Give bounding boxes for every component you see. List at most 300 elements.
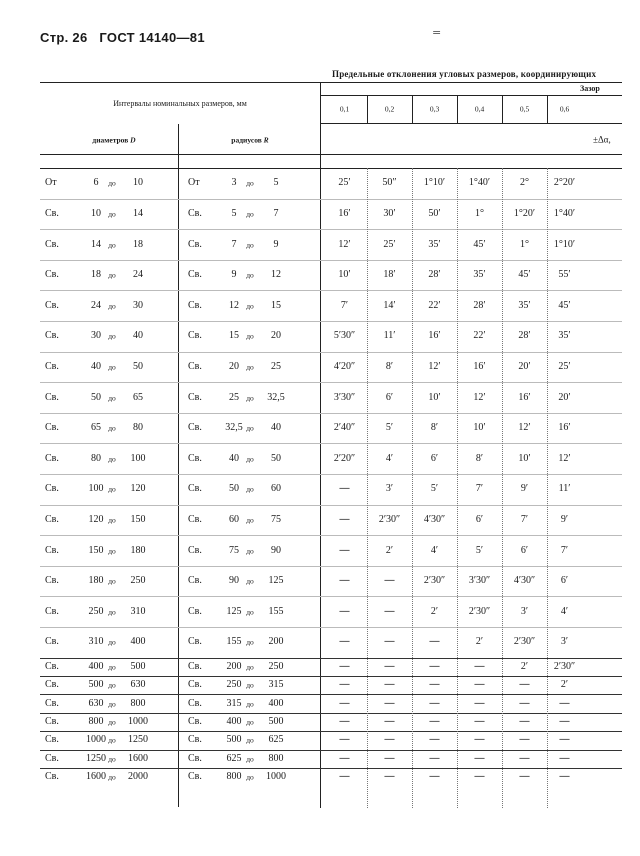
diameter-from: 1600 bbox=[86, 771, 106, 783]
tolerance-value: 20′ bbox=[558, 391, 571, 403]
tolerance-value: — bbox=[339, 636, 350, 648]
range-word: до bbox=[246, 698, 254, 708]
tolerance-value: 16′ bbox=[473, 360, 486, 372]
radius-to: 25 bbox=[271, 360, 281, 372]
diameter-to: 180 bbox=[130, 544, 146, 556]
radius-to: 50 bbox=[271, 452, 281, 464]
radius-to: 250 bbox=[268, 660, 284, 672]
range-word: до bbox=[108, 239, 116, 249]
tolerance-value: 35′ bbox=[428, 238, 441, 250]
radius-from: 90 bbox=[229, 575, 239, 587]
range-word: до bbox=[246, 680, 254, 690]
radius-from: 250 bbox=[226, 679, 242, 691]
radius-to: 15 bbox=[271, 299, 281, 311]
range-word: до bbox=[246, 392, 254, 402]
tolerance-value: — bbox=[474, 697, 485, 709]
tolerance-value: — bbox=[519, 734, 530, 746]
range-word: до bbox=[108, 209, 116, 219]
diameter-prefix: Св. bbox=[45, 360, 59, 372]
range-word: до bbox=[108, 662, 116, 672]
tolerance-table bbox=[40, 82, 622, 808]
tolerance-value: 10′ bbox=[518, 452, 531, 464]
tolerance-value: — bbox=[429, 734, 440, 746]
tolerance-value: 25′ bbox=[383, 238, 396, 250]
tolerance-value: 2′30″ bbox=[553, 660, 576, 672]
tolerance-value: — bbox=[519, 716, 530, 727]
tolerance-value: — bbox=[384, 716, 395, 727]
tolerance-value: — bbox=[339, 734, 350, 746]
diameter-prefix: Св. bbox=[45, 697, 59, 709]
radius-prefix: Св. bbox=[188, 483, 202, 495]
tolerance-value: — bbox=[339, 660, 350, 672]
range-word: до bbox=[108, 178, 116, 188]
range-word: до bbox=[246, 515, 254, 525]
tolerance-value: — bbox=[429, 636, 440, 648]
tolerance-value: 16′ bbox=[428, 330, 441, 342]
radius-prefix: Св. bbox=[188, 716, 202, 727]
diameter-prefix: Св. bbox=[45, 660, 59, 672]
diameter-prefix: Св. bbox=[45, 330, 59, 342]
tolerance-value: 28′ bbox=[428, 269, 441, 281]
radius-prefix: Св. bbox=[188, 544, 202, 556]
range-word: до bbox=[246, 209, 254, 219]
tolerance-value: 45′ bbox=[558, 299, 571, 311]
tolerance-value: 28′ bbox=[473, 299, 486, 311]
tolerance-value: 4′ bbox=[430, 544, 439, 556]
gap-value-header: 0,3 bbox=[429, 104, 440, 114]
tolerance-value: 1°10′ bbox=[553, 238, 576, 250]
tolerance-value: — bbox=[474, 716, 485, 727]
diameter-to: 2000 bbox=[128, 771, 148, 783]
diameter-header: диаметров D bbox=[92, 135, 136, 145]
diameter-to: 400 bbox=[130, 636, 146, 648]
tolerance-value: — bbox=[429, 697, 440, 709]
tolerance-value: — bbox=[559, 752, 570, 764]
tolerance-value: 14′ bbox=[383, 299, 396, 311]
radius-from: 40 bbox=[229, 452, 239, 464]
diameter-prefix: Св. bbox=[45, 483, 59, 495]
range-word: до bbox=[108, 772, 116, 782]
tolerance-value: — bbox=[384, 660, 395, 672]
range-word: до bbox=[108, 270, 116, 280]
gap-label: Зазор bbox=[580, 84, 600, 93]
diameter-to: 500 bbox=[130, 660, 146, 672]
tolerance-value: 5′ bbox=[385, 422, 394, 434]
tolerance-value: 12′ bbox=[558, 452, 571, 464]
tolerance-value: 22′ bbox=[473, 330, 486, 342]
tolerance-value: — bbox=[559, 734, 570, 746]
diameter-prefix: Св. bbox=[45, 734, 59, 746]
diameter-prefix: Св. bbox=[45, 771, 59, 783]
diameter-to: 1600 bbox=[128, 752, 148, 764]
tolerance-value: 9′ bbox=[520, 483, 529, 495]
tolerance-value: 2′40″ bbox=[333, 422, 356, 434]
range-word: до bbox=[108, 545, 116, 555]
radius-prefix: Св. bbox=[188, 452, 202, 464]
tolerance-value: — bbox=[429, 716, 440, 727]
tolerance-value: 35′ bbox=[518, 299, 531, 311]
diameter-from: 800 bbox=[88, 716, 104, 727]
radius-header: радиусов R bbox=[231, 135, 269, 145]
tolerance-value: 2′30″ bbox=[423, 575, 446, 587]
diameter-prefix: Св. bbox=[45, 513, 59, 525]
range-word: до bbox=[246, 717, 254, 727]
gap-value-header: 0,2 bbox=[384, 104, 395, 114]
tolerance-value: 11′ bbox=[558, 483, 571, 495]
diameter-prefix: Св. bbox=[45, 238, 59, 250]
tolerance-value: 1°40′ bbox=[468, 177, 491, 189]
radius-from: 32,5 bbox=[225, 422, 243, 434]
radius-to: 40 bbox=[271, 422, 281, 434]
tolerance-value: 3′30″ bbox=[333, 391, 356, 403]
tolerance-value: 12′ bbox=[428, 360, 441, 372]
gap-value-header: 0,6 bbox=[559, 104, 570, 114]
tolerance-value: 6′ bbox=[385, 391, 394, 403]
diameter-prefix: Св. bbox=[45, 269, 59, 281]
range-word: до bbox=[108, 423, 116, 433]
tolerance-value: — bbox=[429, 771, 440, 783]
tolerance-value: 2′ bbox=[475, 636, 484, 648]
range-word: до bbox=[108, 484, 116, 494]
tolerance-value: 3′ bbox=[385, 483, 394, 495]
range-word: до bbox=[246, 662, 254, 672]
range-word: до bbox=[108, 576, 116, 586]
diameter-from: 14 bbox=[91, 238, 101, 250]
tolerance-value: — bbox=[474, 752, 485, 764]
tolerance-value: 55′ bbox=[558, 269, 571, 281]
tolerance-value: 45′ bbox=[518, 269, 531, 281]
tolerance-value: — bbox=[384, 605, 395, 617]
radius-prefix: Св. bbox=[188, 269, 202, 281]
diameter-prefix: Св. bbox=[45, 422, 59, 434]
range-word: до bbox=[108, 680, 116, 690]
tolerance-value: 6′ bbox=[520, 544, 529, 556]
tolerance-value: — bbox=[559, 771, 570, 783]
diameter-from: 1000 bbox=[86, 734, 106, 746]
radius-from: 500 bbox=[226, 734, 242, 746]
radius-prefix: От bbox=[188, 177, 200, 189]
plus-minus-label: ±Δα, bbox=[593, 134, 611, 145]
diameter-from: 18 bbox=[91, 269, 101, 281]
diameter-from: 30 bbox=[91, 330, 101, 342]
diameter-from: 630 bbox=[88, 697, 104, 709]
radius-prefix: Св. bbox=[188, 330, 202, 342]
interval-header: Интервалы номинальных размеров, мм bbox=[113, 99, 247, 108]
tolerance-value: 2° bbox=[520, 177, 529, 189]
radius-to: 90 bbox=[271, 544, 281, 556]
diameter-prefix: Св. bbox=[45, 544, 59, 556]
tolerance-value: — bbox=[429, 679, 440, 691]
diameter-prefix: Св. bbox=[45, 452, 59, 464]
diameter-from: 80 bbox=[91, 452, 101, 464]
tolerance-value: 6′ bbox=[475, 513, 484, 525]
table-caption: Предельные отклонения угловых размеров, координирующих bbox=[332, 69, 597, 79]
tolerance-value: — bbox=[384, 771, 395, 783]
page-header bbox=[40, 30, 213, 45]
tolerance-value: — bbox=[339, 544, 350, 556]
tolerance-value: 30′ bbox=[383, 207, 396, 219]
radius-prefix: Св. bbox=[188, 605, 202, 617]
diameter-from: 100 bbox=[88, 483, 104, 495]
tolerance-value: 1° bbox=[520, 238, 529, 250]
range-word: до bbox=[246, 423, 254, 433]
radius-to: 500 bbox=[268, 716, 284, 727]
tolerance-value: 1°10′ bbox=[423, 177, 446, 189]
diameter-to: 30 bbox=[133, 299, 143, 311]
diameter-prefix: Св. bbox=[45, 207, 59, 219]
tolerance-value: 25′ bbox=[338, 177, 351, 189]
radius-prefix: Св. bbox=[188, 636, 202, 648]
range-word: до bbox=[108, 717, 116, 727]
tolerance-value: 28′ bbox=[518, 330, 531, 342]
diameter-to: 120 bbox=[130, 483, 146, 495]
tolerance-value: 8′ bbox=[430, 422, 439, 434]
tolerance-value: 7′ bbox=[475, 483, 484, 495]
tolerance-value: 25′ bbox=[558, 360, 571, 372]
tolerance-value: 4′ bbox=[560, 605, 569, 617]
range-word: до bbox=[246, 300, 254, 310]
radius-prefix: Св. bbox=[188, 299, 202, 311]
radius-from: 20 bbox=[229, 360, 239, 372]
range-word: до bbox=[108, 754, 116, 764]
diameter-prefix: Св. bbox=[45, 299, 59, 311]
radius-from: 3 bbox=[231, 177, 237, 189]
tolerance-value: 5′ bbox=[430, 483, 439, 495]
tolerance-value: 9′ bbox=[560, 513, 569, 525]
tolerance-value: 2′30″ bbox=[513, 636, 536, 648]
diameter-from: 400 bbox=[88, 660, 104, 672]
radius-from: 155 bbox=[226, 636, 242, 648]
diameter-to: 250 bbox=[130, 575, 146, 587]
diameter-from: 6 bbox=[93, 177, 99, 189]
radius-to: 32,5 bbox=[267, 391, 285, 403]
gap-value-header: 0,4 bbox=[474, 104, 485, 114]
radius-prefix: Св. bbox=[188, 660, 202, 672]
tolerance-value: — bbox=[339, 716, 350, 727]
radius-prefix: Св. bbox=[188, 360, 202, 372]
tolerance-value: 7′ bbox=[340, 299, 349, 311]
diameter-to: 630 bbox=[130, 679, 146, 691]
tolerance-value: 2′ bbox=[385, 544, 394, 556]
diameter-to: 24 bbox=[133, 269, 143, 281]
radius-from: 75 bbox=[229, 544, 239, 556]
tolerance-value: 8′ bbox=[385, 360, 394, 372]
diameter-from: 180 bbox=[88, 575, 104, 587]
range-word: до bbox=[246, 362, 254, 372]
tolerance-value: 8′ bbox=[475, 452, 484, 464]
tolerance-value: — bbox=[474, 679, 485, 691]
tolerance-value: — bbox=[384, 636, 395, 648]
gap-value-header: 0,1 bbox=[339, 104, 350, 114]
range-word: до bbox=[246, 735, 254, 745]
radius-from: 25 bbox=[229, 391, 239, 403]
tolerance-value: 1° bbox=[475, 207, 484, 219]
radius-to: 155 bbox=[268, 605, 284, 617]
radius-to: 625 bbox=[268, 734, 284, 746]
tolerance-value: 5′ bbox=[475, 544, 484, 556]
range-word: до bbox=[108, 362, 116, 372]
range-word: до bbox=[246, 453, 254, 463]
radius-from: 60 bbox=[229, 513, 239, 525]
tolerance-value: 10′ bbox=[473, 422, 486, 434]
radius-from: 50 bbox=[229, 483, 239, 495]
tolerance-value: — bbox=[474, 734, 485, 746]
radius-prefix: Св. bbox=[188, 734, 202, 746]
tolerance-value: 2′ bbox=[520, 660, 529, 672]
tolerance-value: 3′ bbox=[520, 605, 529, 617]
tolerance-value: — bbox=[559, 697, 570, 709]
diameter-from: 10 bbox=[91, 207, 101, 219]
range-word: до bbox=[246, 545, 254, 555]
diameter-to: 100 bbox=[130, 452, 146, 464]
tolerance-value: 5′30″ bbox=[333, 330, 356, 342]
tolerance-value: — bbox=[429, 660, 440, 672]
tolerance-value: 11′ bbox=[383, 330, 396, 342]
diameter-to: 800 bbox=[130, 697, 146, 709]
tolerance-value: 2′20″ bbox=[333, 452, 356, 464]
radius-prefix: Св. bbox=[188, 422, 202, 434]
radius-from: 800 bbox=[226, 771, 242, 783]
radius-from: 7 bbox=[231, 238, 237, 250]
radius-to: 200 bbox=[268, 636, 284, 648]
tolerance-value: — bbox=[429, 752, 440, 764]
diameter-to: 1000 bbox=[128, 716, 148, 727]
tolerance-value: 2°20′ bbox=[553, 177, 576, 189]
tolerance-value: 3′ bbox=[560, 636, 569, 648]
range-word: до bbox=[246, 754, 254, 764]
tolerance-value: — bbox=[474, 771, 485, 783]
radius-to: 60 bbox=[271, 483, 281, 495]
tolerance-value: 2′30″ bbox=[468, 605, 491, 617]
tolerance-value: 20′ bbox=[518, 360, 531, 372]
tolerance-value: 50′ bbox=[428, 207, 441, 219]
range-word: до bbox=[108, 735, 116, 745]
radius-to: 20 bbox=[271, 330, 281, 342]
radius-to: 1000 bbox=[266, 771, 286, 783]
diameter-to: 40 bbox=[133, 330, 143, 342]
diameter-to: 80 bbox=[133, 422, 143, 434]
tolerance-value: 35′ bbox=[558, 330, 571, 342]
diameter-to: 310 bbox=[130, 605, 146, 617]
radius-from: 125 bbox=[226, 605, 242, 617]
tolerance-value: — bbox=[384, 679, 395, 691]
tolerance-value: 18′ bbox=[383, 269, 396, 281]
page-number: Стр. 26 bbox=[40, 30, 88, 45]
radius-prefix: Св. bbox=[188, 697, 202, 709]
diameter-prefix: Св. bbox=[45, 752, 59, 764]
tolerance-value: 1°40′ bbox=[553, 207, 576, 219]
tolerance-value: 2′30″ bbox=[378, 513, 401, 525]
diameter-to: 18 bbox=[133, 238, 143, 250]
tolerance-value: 22′ bbox=[428, 299, 441, 311]
range-word: до bbox=[246, 239, 254, 249]
radius-from: 625 bbox=[226, 752, 242, 764]
tolerance-value: — bbox=[384, 734, 395, 746]
range-word: до bbox=[108, 300, 116, 310]
range-word: до bbox=[108, 515, 116, 525]
radius-from: 9 bbox=[231, 269, 237, 281]
radius-prefix: Св. bbox=[188, 752, 202, 764]
tolerance-value: — bbox=[474, 660, 485, 672]
range-word: до bbox=[246, 484, 254, 494]
tolerance-value: 4′30″ bbox=[513, 575, 536, 587]
tolerance-value: 3′30″ bbox=[468, 575, 491, 587]
range-word: до bbox=[108, 392, 116, 402]
tolerance-value: 6′ bbox=[430, 452, 439, 464]
tolerance-value: 50″ bbox=[382, 177, 397, 189]
gap-value-header: 0,5 bbox=[519, 104, 530, 114]
tolerance-value: 35′ bbox=[473, 269, 486, 281]
radius-from: 200 bbox=[226, 660, 242, 672]
tolerance-value: — bbox=[559, 716, 570, 727]
radius-prefix: Св. bbox=[188, 207, 202, 219]
diameter-from: 40 bbox=[91, 360, 101, 372]
radius-prefix: Св. bbox=[188, 513, 202, 525]
radius-to: 7 bbox=[273, 207, 279, 219]
range-word: до bbox=[108, 606, 116, 616]
range-word: до bbox=[246, 270, 254, 280]
diameter-to: 150 bbox=[130, 513, 146, 525]
tolerance-value: — bbox=[519, 752, 530, 764]
range-word: до bbox=[246, 637, 254, 647]
diameter-from: 500 bbox=[88, 679, 104, 691]
radius-to: 12 bbox=[271, 269, 281, 281]
radius-from: 315 bbox=[226, 697, 242, 709]
tolerance-value: — bbox=[339, 513, 350, 525]
range-word: до bbox=[108, 698, 116, 708]
range-word: до bbox=[246, 772, 254, 782]
diameter-from: 120 bbox=[88, 513, 104, 525]
tolerance-value: 4′20″ bbox=[333, 360, 356, 372]
tolerance-value: — bbox=[384, 752, 395, 764]
radius-prefix: Св. bbox=[188, 575, 202, 587]
diameter-to: 50 bbox=[133, 360, 143, 372]
diameter-to: 1250 bbox=[128, 734, 148, 746]
diameter-from: 1250 bbox=[86, 752, 106, 764]
range-word: до bbox=[108, 637, 116, 647]
tolerance-value: 12′ bbox=[518, 422, 531, 434]
diameter-from: 250 bbox=[88, 605, 104, 617]
tolerance-value: 10′ bbox=[428, 391, 441, 403]
radius-from: 5 bbox=[231, 207, 237, 219]
radius-to: 9 bbox=[273, 238, 279, 250]
radius-to: 315 bbox=[268, 679, 284, 691]
radius-to: 75 bbox=[271, 513, 281, 525]
tolerance-value: 2′ bbox=[430, 605, 439, 617]
radius-to: 400 bbox=[268, 697, 284, 709]
tolerance-value: — bbox=[339, 679, 350, 691]
range-word: до bbox=[108, 453, 116, 463]
tolerance-value: — bbox=[384, 697, 395, 709]
tolerance-value: 7′ bbox=[560, 544, 569, 556]
tolerance-value: 4′ bbox=[385, 452, 394, 464]
radius-prefix: Св. bbox=[188, 679, 202, 691]
diameter-to: 14 bbox=[133, 207, 143, 219]
tolerance-value: — bbox=[384, 575, 395, 587]
tolerance-value: 1°20′ bbox=[513, 207, 536, 219]
range-word: до bbox=[108, 331, 116, 341]
radius-to: 800 bbox=[268, 752, 284, 764]
diameter-prefix: Св. bbox=[45, 605, 59, 617]
tolerance-value: 6′ bbox=[560, 575, 569, 587]
diameter-from: 150 bbox=[88, 544, 104, 556]
tolerance-value: — bbox=[519, 679, 530, 691]
tolerance-value: 45′ bbox=[473, 238, 486, 250]
tolerance-value: — bbox=[339, 697, 350, 709]
range-word: до bbox=[246, 576, 254, 586]
tolerance-value: — bbox=[519, 771, 530, 783]
range-word: до bbox=[246, 606, 254, 616]
